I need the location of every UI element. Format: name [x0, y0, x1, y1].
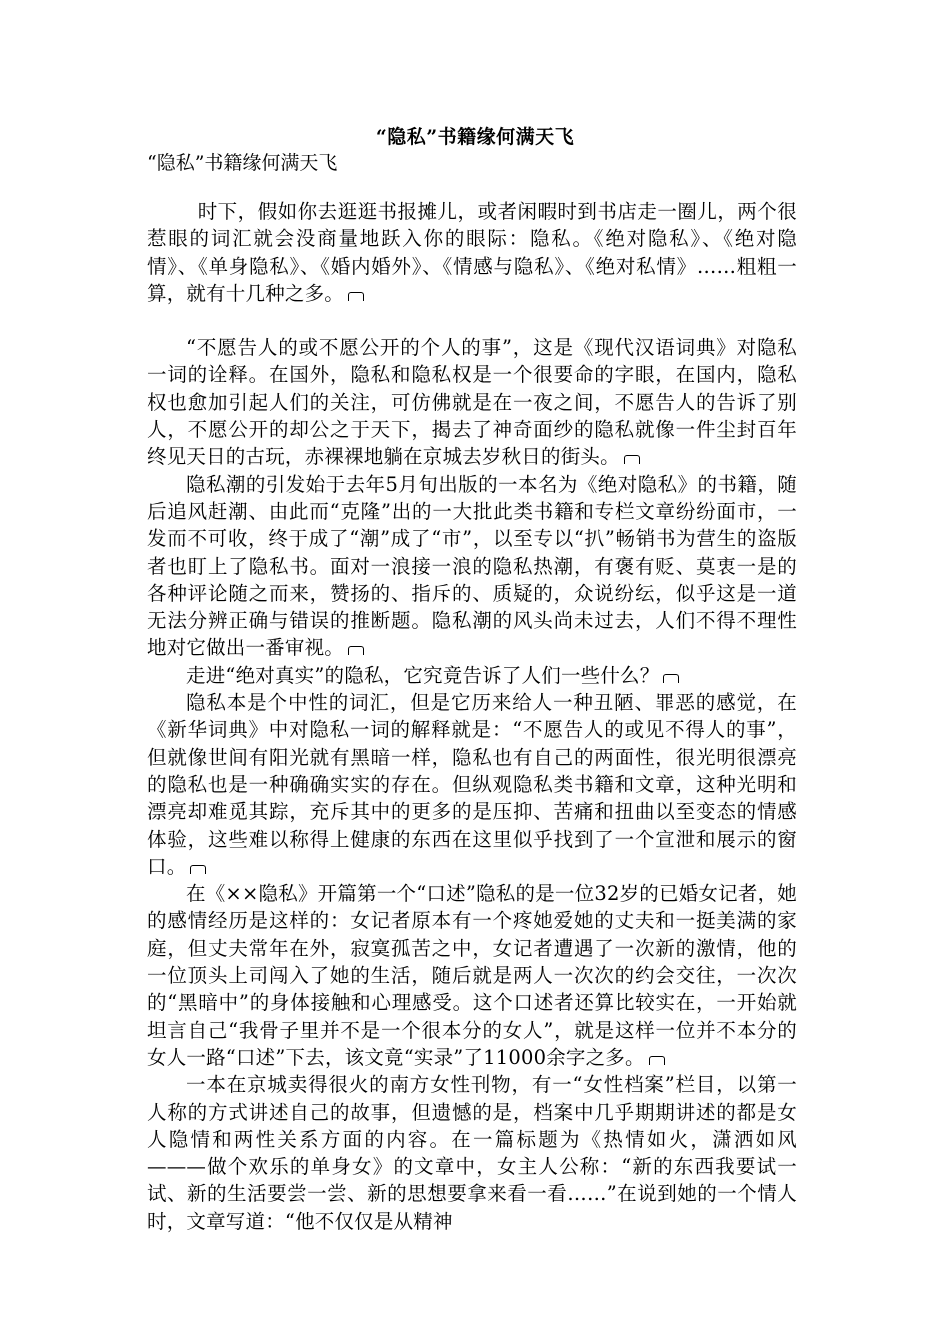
paragraph-mark-icon: [624, 455, 640, 464]
paragraph-6: [147, 880, 797, 1071]
paragraph-4: [147, 662, 797, 689]
paragraph-3: [147, 471, 797, 662]
paragraph-text: 一本在京城卖得很火的南方女性刊物，有一“女性档案”栏目，以第一人称的方式讲述自己的故事，但遗憾的是，档案中几乎期期讲述的都是女人隐情和两性关系方面的内容。在一篇标题为《热情如火，潇洒如风———做个欢乐的单身女》的文章中，女主人公称：“新的东西我要试一试、新的生活要尝一尝、新的思想要拿来看一看……”在说到她的一个情人时，文章写道：“他不仅仅是从精神: [147, 1073, 797, 1233]
document-title: “隐私”书籍缘何满天飞: [375, 126, 575, 148]
paragraph-mark-icon: [190, 865, 206, 874]
paragraph-text: 隐私潮的引发始于去年5月旬出版的一本名为《绝对隐私》的书籍，随后追风赶潮、由此而“克隆”出的一大批此类书籍和专栏文章纷纷面市，一发而不可收，终于成了“潮”成了“市”，以至专以“扒”畅销书为营生的盗版者也盯上了隐私书。面对一浪接一浪的隐私热潮，有褒有贬、莫衷一是的各种评论随之而来，赞扬的、指斥的、质疑的，众说纷纭，似乎这是一道无法分辨正确与错误的推断题。隐私潮的风头尚未过去，人们不得不理性地对它做出一番审视。: [147, 472, 797, 660]
paragraph-mark-icon: [649, 1056, 665, 1065]
document-subtitle: “隐私”书籍缘何满天飞: [147, 152, 338, 174]
paragraph-7: [147, 1071, 797, 1235]
paragraph-text: 时下，假如你去逛逛书报摊儿，或者闲暇时到书店走一圈儿，两个很惹眼的词汇就会没商量地跃入你的眼际：隐私。《绝对隐私》、《绝对隐情》、《单身隐私》、《婚内婚外》、《情感与隐私》、《绝对私情》……粗粗一算，就有十几种之多。: [147, 200, 797, 305]
paragraph-text: 在《××隐私》开篇第一个“口述”隐私的是一位32岁的已婚女记者，她的感情经历是这样的：女记者原本有一个疼她爱她的丈夫和一挺美满的家庭，但丈夫常年在外，寂寞孤苦之中，女记者遭遇了一次新的激情，他的一位顶头上司闯入了她的生活，随后就是两人一次次的约会交往，一次次的“黑暗中”的身体接触和心理感受。这个口述者还算比较实在，一开始就坦言自己“我骨子里并不是一个很本分的女人”，就是这样一位并不本分的女人一路“口述”下去，该文竟“实录”了11000余字之多。: [147, 882, 797, 1069]
paragraph-mark-icon: [348, 292, 364, 301]
document-body: [147, 198, 797, 1235]
paragraph-mark-icon: [348, 646, 364, 655]
paragraph-1: [147, 198, 797, 307]
paragraph-text: 走进“绝对真实”的隐私，它究竟告诉了人们一些什么？: [186, 663, 660, 687]
paragraph-2: [147, 334, 797, 470]
paragraph-text: “不愿告人的或不愿公开的个人的事”，这是《现代汉语词典》对隐私一词的诠释。在国外，隐私和隐私权是一个很要命的字眼，在国内，隐私权也愈加引起人们的关注，可仿佛就是在一夜之间，不愿告人的告诉了别人，不愿公开的却公之于天下，揭去了神奇面纱的隐私就像一件尘封百年终见天日的古玩，赤裸裸地躺在京城去岁秋日的街头。: [147, 336, 797, 469]
paragraph-mark-icon: [663, 674, 679, 683]
paragraph-text: 隐私本是个中性的词汇，但是它历来给人一种丑陋、罪恶的感觉，在《新华词典》中对隐私一词的解释就是：“不愿告人的或见不得人的事”，但就像世间有阳光就有黑暗一样，隐私也有自己的两面性，很光明很漂亮的隐私也是一种确确实实的存在。但纵观隐私类书籍和文章，这种光明和漂亮却难觅其踪，充斥其中的更多的是压抑、苦痛和扭曲以至变态的情感体验，这些难以称得上健康的东西在这里似乎找到了一个宣泄和展示的窗口。: [147, 691, 797, 878]
paragraph-5: [147, 689, 797, 880]
